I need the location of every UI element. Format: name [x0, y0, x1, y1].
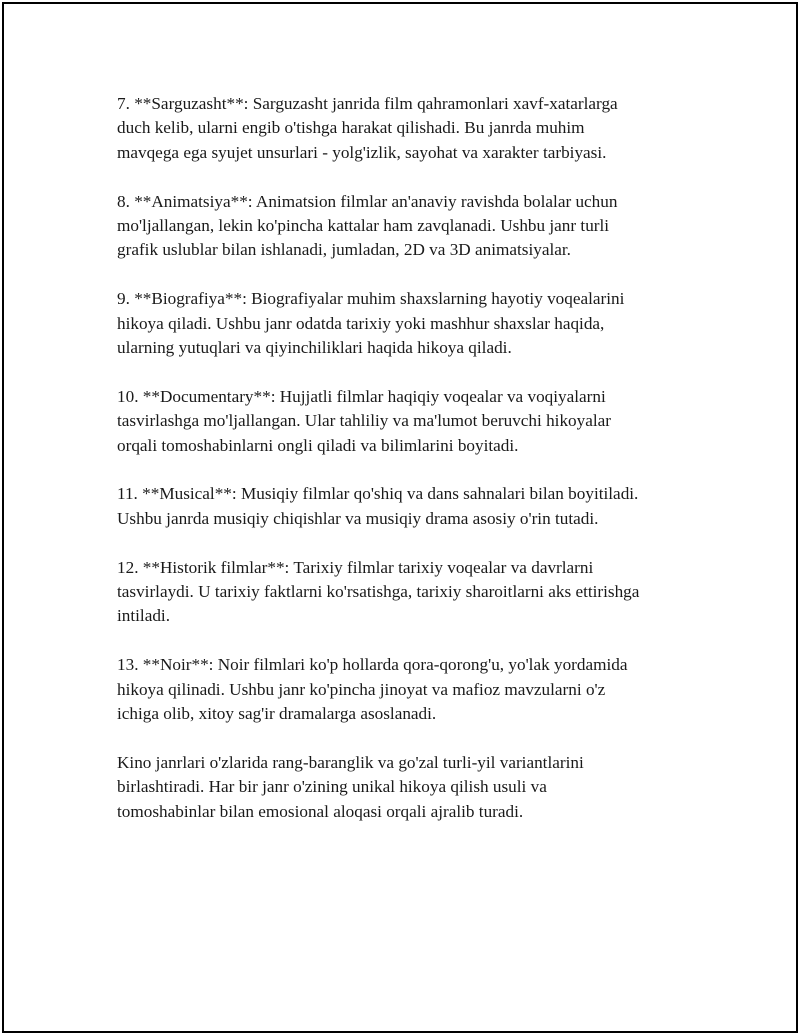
paragraph-musical: 11. **Musical**: Musiqiy filmlar qo'shiq va dans sahnalari bilan boyitiladi. Ushbu janrda musiqiy chiqishlar va musiqiy drama asosiy o'rin tutadi. [117, 484, 639, 528]
document-body [117, 92, 707, 848]
paragraph-adventure: 7. **Sarguzasht**: Sarguzasht janrida film qahramonlari xavf-xatarlarga duch kelib, ularni engib o'tishga harakat qilishadi. Bu janrda muhim mavqega ega syujet unsurlari - yolg'izlik, sayohat va xarakter tarbiyasi. [117, 94, 618, 162]
paragraph-noir: 13. **Noir**: Noir filmlari ko'p hollarda qora-qorong'u, yo'lak yordamida hikoya qilinadi. Ushbu janr ko'pincha jinoyat va mafioz mavzularni o'z ichiga olib, xitoy sag'ir dramalarga asoslanadi. [117, 655, 628, 724]
paragraph-historical: 12. **Historik filmlar**: Tarixiy filmlar tarixiy voqealar va davrlarni tasvirlaydi. U tarixiy faktlarni ko'rsatishga, tarixiy sharoitlarni aks ettirishga intiladi. [117, 557, 640, 626]
paragraph-conclusion: Kino janrlari o'zlarida rang-baranglik va go'zal turli-yil variantlarini birlashtiradi. Har bir janr o'zining unikal hikoya qilish usuli va tomoshabinlar bilan emosional aloqasi orqali ajralib turadi. [117, 752, 584, 821]
paragraph-biography: 9. **Biografiya**: Biografiyalar muhim shaxslarning hayotiy voqealarini hikoya qiladi. Ushbu janr odatda tarixiy yoki mashhur shaxslar haqida, ularning yutuqlari va qiyinchiliklari haqida hikoya qiladi. [117, 289, 625, 358]
paragraph-documentary: 10. **Documentary**: Hujjatli filmlar haqiqiy voqealar va voqiyalarni tasvirlashga mo'ljallangan. Ular tahliliy va ma'lumot beruvchi hikoyalar orqali tomoshabinlarni ongli qiladi va bilimlarini boyitadi. [117, 386, 611, 455]
paragraph-animation: 8. **Animatsiya**: Animatsion filmlar an'anaviy ravishda bolalar uchun mo'ljallangan, lekin ko'pincha kattalar ham zavqlanadi. Ushbu janr turli grafik uslublar bilan ishlanadi, jumladan, 2D va 3D animatsiyalar. [117, 191, 618, 260]
